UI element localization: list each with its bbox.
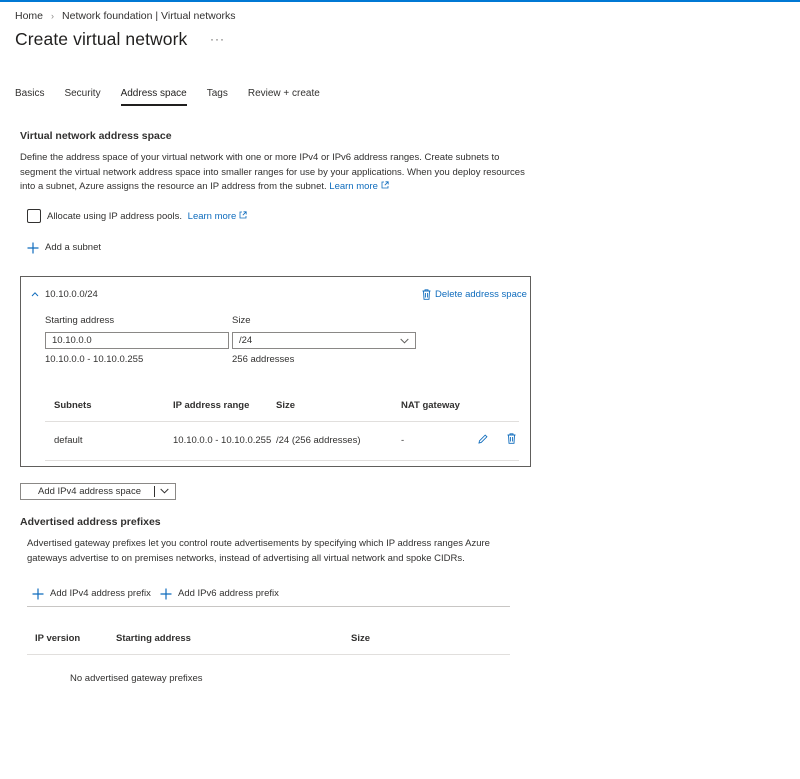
tab-address-space[interactable]: Address space xyxy=(121,88,187,106)
empty-state-text: No advertised gateway prefixes xyxy=(70,673,203,684)
subnets-column-header: Subnets xyxy=(54,400,92,411)
breadcrumb xyxy=(15,10,236,22)
nat-gateway-column-header: NAT gateway xyxy=(401,400,460,411)
delete-address-space-button[interactable] xyxy=(422,289,527,300)
learn-more-label: Learn more xyxy=(187,211,237,222)
add-ipv4-prefix-label: Add IPv4 address prefix xyxy=(50,588,151,599)
description-line: segment the virtual network address space into smaller ranges for use by your applications. When you deploy resources xyxy=(20,166,525,178)
toolbar-divider xyxy=(27,606,510,607)
page-title: Create virtual network xyxy=(15,29,188,49)
tab-review-create[interactable]: Review + create xyxy=(247,88,320,99)
more-options-icon[interactable]: ··· xyxy=(210,32,225,46)
table-divider xyxy=(45,460,519,461)
section-title-address-space: Virtual network address space xyxy=(20,130,172,142)
subnet-size: /24 (256 addresses) xyxy=(276,435,361,446)
add-ipv6-prefix-button[interactable] xyxy=(160,587,279,602)
subnet-range: 10.10.0.0 - 10.10.0.255 xyxy=(173,435,272,446)
section-description xyxy=(20,151,540,195)
address-count-text: 256 addresses xyxy=(232,354,295,365)
description-text: into a subnet, Azure assigns the resource an IP address from the subnet. xyxy=(20,181,327,192)
add-subnet-button[interactable] xyxy=(27,241,101,256)
tab-tags[interactable]: Tags xyxy=(206,88,228,99)
allocate-ip-pools-row xyxy=(47,210,247,225)
plus-icon xyxy=(27,242,39,254)
allocate-learn-more-link[interactable] xyxy=(188,211,247,222)
delete-address-space-label: Delete address space xyxy=(435,289,527,300)
external-link-icon xyxy=(239,211,247,219)
add-ipv4-address-space-button[interactable]: Add IPv4 address space xyxy=(38,486,141,497)
address-range-text: 10.10.0.0 - 10.10.0.255 xyxy=(45,354,144,365)
subnet-nat-gateway: - xyxy=(401,435,405,446)
trash-icon xyxy=(422,289,431,300)
section-title-advertised-prefixes: Advertised address prefixes xyxy=(20,516,161,528)
address-space-cidr: 10.10.0.0/24 xyxy=(45,289,98,300)
split-dropdown-chevron[interactable] xyxy=(160,486,175,497)
table-divider xyxy=(27,654,510,655)
allocate-ip-pools-label: Allocate using IP address pools. xyxy=(47,211,183,222)
add-ipv4-prefix-button[interactable] xyxy=(32,587,151,602)
collapse-chevron-icon[interactable] xyxy=(31,289,39,300)
breadcrumb-separator-icon: › xyxy=(51,11,55,21)
plus-icon xyxy=(32,588,44,600)
breadcrumb-parent[interactable]: Network foundation | Virtual networks xyxy=(62,10,236,22)
add-ipv6-prefix-label: Add IPv6 address prefix xyxy=(178,588,279,599)
advertised-description xyxy=(27,537,507,566)
tab-security[interactable]: Security xyxy=(64,88,101,99)
size-column-header: Size xyxy=(276,400,296,411)
tab-basics[interactable]: Basics xyxy=(15,88,45,99)
starting-address-label: Starting address xyxy=(45,315,115,326)
ip-version-column-header: IP version xyxy=(35,633,81,644)
size-dropdown-value: /24 xyxy=(239,335,253,346)
starting-address-column-header: Starting address xyxy=(116,633,191,644)
address-space-card xyxy=(20,276,531,467)
chevron-down-icon xyxy=(400,338,409,344)
external-link-icon xyxy=(381,181,389,189)
subnet-name-link[interactable]: default xyxy=(54,435,83,446)
tab-list xyxy=(15,88,340,106)
learn-more-label: Learn more xyxy=(329,181,378,192)
size-dropdown[interactable] xyxy=(232,332,416,349)
add-address-space-split-button xyxy=(20,483,176,500)
top-accent-bar xyxy=(0,0,800,2)
edit-icon[interactable] xyxy=(478,434,488,447)
learn-more-link[interactable] xyxy=(329,181,388,192)
table-divider xyxy=(45,421,519,422)
allocate-ip-pools-checkbox[interactable] xyxy=(27,209,41,223)
description-line: gateways advertise to on premises networks, instead of advertising all virtual network and spoke CIDRs. xyxy=(27,552,465,564)
starting-address-input[interactable]: 10.10.0.0 xyxy=(45,332,229,349)
size-label: Size xyxy=(232,315,251,326)
ip-range-column-header: IP address range xyxy=(173,400,250,411)
description-line xyxy=(20,180,540,195)
chevron-down-icon xyxy=(160,488,169,494)
description-line: Define the address space of your virtual network with one or more IPv4 or IPv6 address ranges. Create subnets to xyxy=(20,152,500,163)
description-line: Advertised gateway prefixes let you control route advertisements by specifying which IP address ranges Azure xyxy=(27,538,490,549)
plus-icon xyxy=(160,588,172,600)
size-column-header: Size xyxy=(351,633,371,644)
table-row xyxy=(45,427,519,457)
add-subnet-label: Add a subnet xyxy=(45,242,101,253)
trash-icon[interactable] xyxy=(507,433,516,447)
breadcrumb-home[interactable]: Home xyxy=(15,10,44,22)
split-divider xyxy=(154,486,155,497)
